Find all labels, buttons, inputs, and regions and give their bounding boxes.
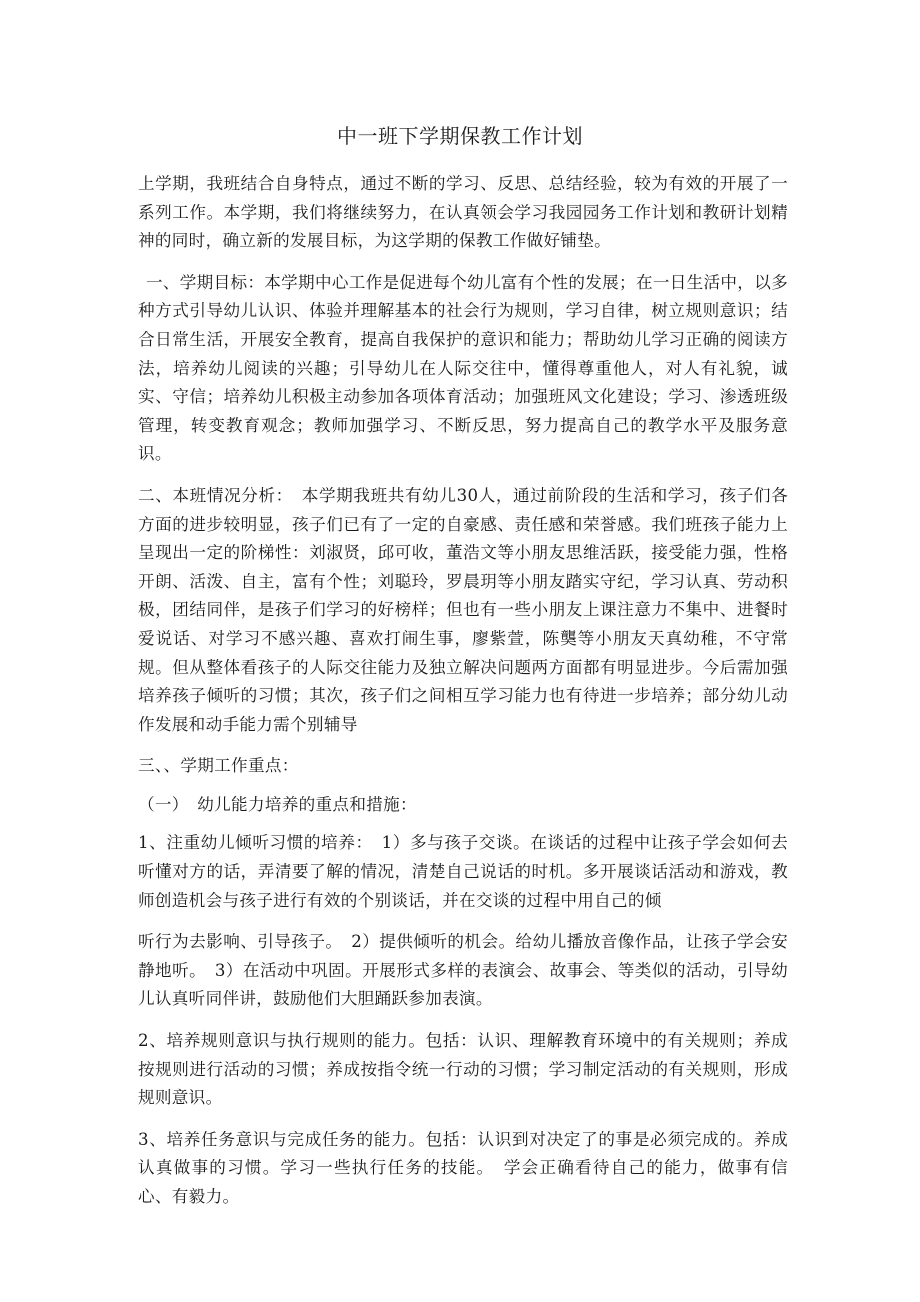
subsection-heading-ability: （一） 幼儿能力培养的重点和措施： xyxy=(138,794,417,814)
task-awareness-paragraph: 3、培养任务意识与完成任务的能力。包括：认识到对决定了的事是必须完成的。养成认真做事的习惯。学习一些执行任务的技能。 学会正确看待自己的能力，做事有信心、有毅力。 xyxy=(138,1129,788,1206)
goals-paragraph: 一、学期目标：本学期中心工作是促进每个幼儿富有个性的发展；在一日生活中，以多种方式引导幼儿认识、体验并理解基本的社会行为规则，学习自律，树立规则意识；结合日常生活，开展安全教育，提高自我保护的意识和能力；帮助幼儿学习正确的阅读方法，培养幼儿阅读的兴趣；引导幼儿在人际交往中，懂得尊重他人，对人有礼貌，诚实、守信；培养幼儿积极主动参加各项体育活动；加强班风文化建设；学习、渗透班级管理，转变教育观念；教师加强学习、不断反思，努力提高自己的教学水平及服务意识。 xyxy=(138,272,788,464)
rules-awareness-paragraph: 2、培养规则意识与执行规则的能力。包括：认识、理解教育环境中的有关规则；养成按规则进行活动的习惯；养成按指令统一行动的习惯；学习制定活动的有关规则，形成规则意识。 xyxy=(138,1031,788,1108)
document-body xyxy=(138,170,788,1225)
listening-habit-paragraph: 1、注重幼儿倾听习惯的培养： 1）多与孩子交谈。在谈话的过程中让孩子学会如何去听懂对方的话，弄清要了解的情况，清楚自己说话的时机。多开展谈话活动和游戏，教师创造机会与孩子进行有效的个别谈话，并在交谈的过程中用自己的倾 xyxy=(138,833,788,910)
section-heading-work-focus: 三、、学期工作重点： xyxy=(138,756,299,776)
document-title: 中一班下学期保教工作计划 xyxy=(337,124,583,148)
intro-paragraph: 上学期，我班结合自身特点，通过不断的学习、反思、总结经验，较为有效的开展了一系列工作。本学期，我们将继续努力，在认真领会学习我园园务工作计划和教研计划精神的同时，确立新的发展目标，为这学期的保教工作做好铺垫。 xyxy=(138,174,788,251)
listening-habit-continued-paragraph: 听行为去影响、引导孩子。 2）提供倾听的机会。给幼儿播放音像作品，让孩子学会安静地听。 3）在活动中巩固。开展形式多样的表演会、故事会、等类似的活动，引导幼儿认真听同伴讲，鼓励他们大胆踊跃参加表演。 xyxy=(138,932,788,1009)
class-analysis-paragraph: 二、本班情况分析： 本学期我班共有幼儿30人，通过前阶段的生活和学习，孩子们各方面的进步较明显，孩子们已有了一定的自豪感、责任感和荣誉感。我们班孩子能力上呈现出一定的阶梯性：刘淑贤，邱可收，董浩文等小朋友思维活跃，接受能力强，性格开朗、活泼、自主，富有个性；刘聪玲，罗晨玥等小朋友踏实守纪，学习认真、劳动积极，团结同伴，是孩子们学习的好榜样；但也有一些小朋友上课注意力不集中、进餐时爱说话、对学习不感兴趣、喜欢打闹生事，廖紫萱，陈龑等小朋友天真幼稚，不守常规。但从整体看孩子的人际交往能力及独立解决问题两方面都有明显进步。今后需加强培养孩子倾听的习惯；其次，孩子们之间相互学习能力也有待进一步培养；部分幼儿动作发展和动手能力需个别辅导 xyxy=(138,485,788,734)
